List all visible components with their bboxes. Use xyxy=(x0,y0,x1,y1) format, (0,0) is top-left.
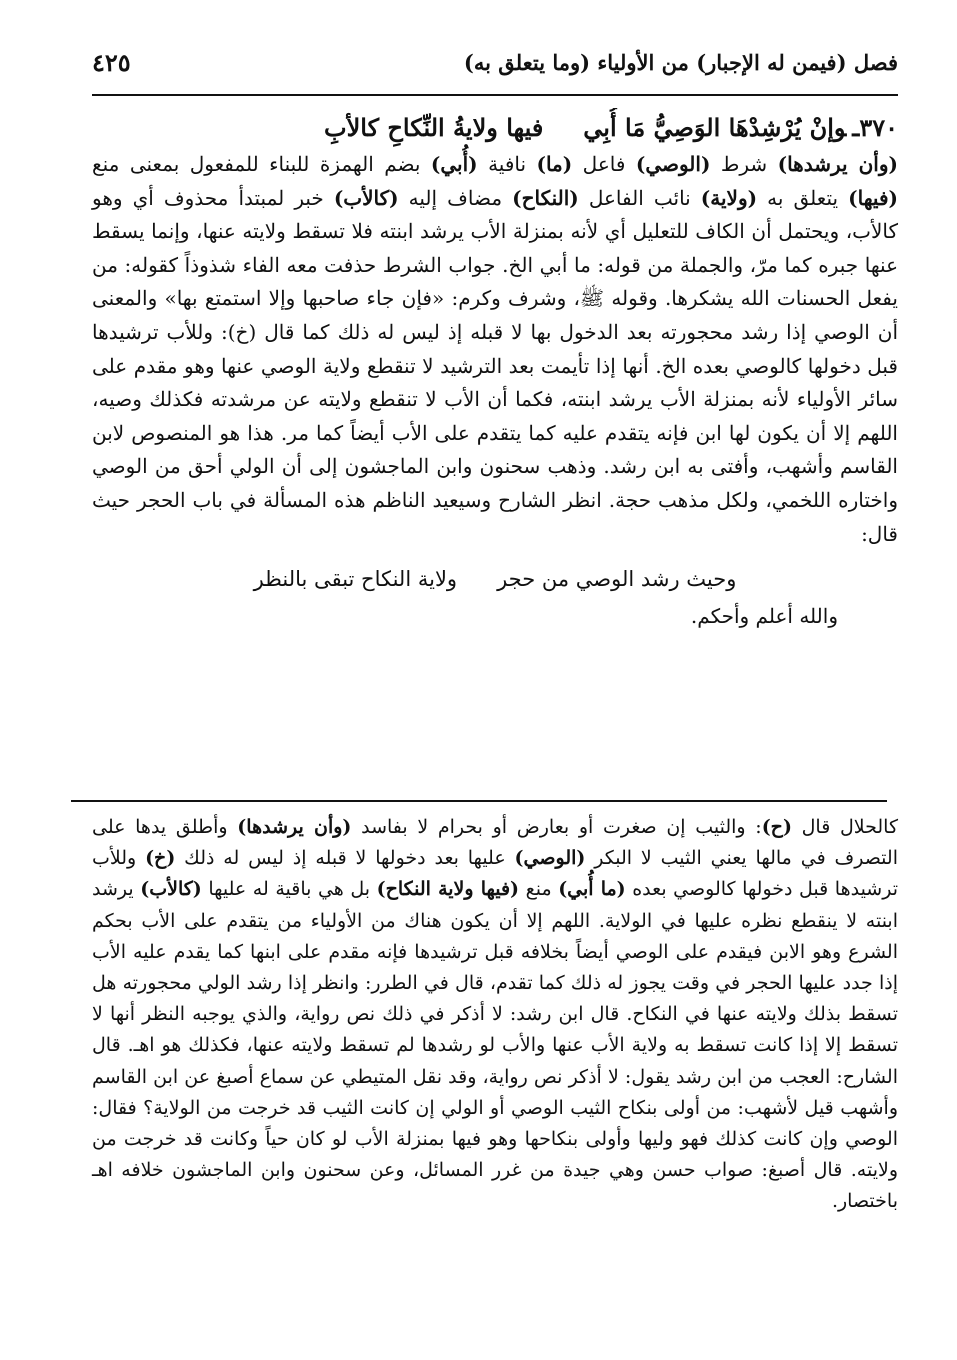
emphasized-term: (النكاح) xyxy=(512,185,579,210)
closing-formula: والله أعلم وأحكم. xyxy=(690,604,838,629)
footnote xyxy=(92,812,898,1218)
footnote-paragraph xyxy=(92,812,898,1218)
emphasized-term: (كالأب) xyxy=(333,185,399,210)
verse-hemistich-second: فيها ولايةُ النِّكاحِ كالأبِ xyxy=(324,113,544,142)
running-head: فصل (فيمن له الإجبار) من الأولياء (وما يتعلق به) xyxy=(463,50,898,75)
verse-number: ٣٧٠ـ xyxy=(852,113,898,142)
emphasized-term: (ولاية) xyxy=(700,185,758,210)
quoted-hemistich-second: ولاية النكاح تبقى بالنظر xyxy=(253,567,458,592)
text-run: منع xyxy=(519,878,559,901)
text-run: يتعلق به xyxy=(757,185,849,210)
page-header xyxy=(92,40,898,86)
emphasized-term: (وأن يرشدها) xyxy=(237,816,352,838)
verse-hemistich-first: وإنْ يُرْشِدْهَا الوَصِيُّ مَا أُبِي xyxy=(583,113,847,142)
emphasized-term: (ح) xyxy=(761,816,792,838)
emphasized-term: (خ) xyxy=(145,847,176,870)
text-run: بل هي باقية له عليها xyxy=(201,878,377,901)
text-run: فاعل xyxy=(572,152,636,176)
emphasized-term: (ما) xyxy=(536,152,573,176)
emphasized-term: (وأن يرشدها) xyxy=(777,152,898,176)
footnote-rule xyxy=(71,800,887,802)
header-rule xyxy=(92,94,898,96)
text-run: وللأب ترشيدها قبل دخولها كالوصي بعده xyxy=(92,847,899,901)
emphasized-term: (ما أُبي) xyxy=(558,878,626,901)
emphasized-term: (أُبي) xyxy=(430,152,478,176)
text-run: يرشد ابنته لا ينقطع نظره عليها في الولاية. اللهم إلا أن يكون هناك من الأولياء من يتقدم على الأب بحكم الشرع وهو الابن فيقدم على الوصي أيضاً بخلافه قبل ترشيدها فإنه مقدم على ابنها كما يقدم عليه الأب إذا جدد عليها الحجر في وقت يجوز له ذلك كما تقدم، قال في الطرر: وانظر إذا رشد الولي محجورته هل تسقط بذلك ولايته عنها في النكاح. قال ابن رشد: لا أذكر في ذلك نص رواية، والذي يوجبه النظر أنها لا تسقط إلا إذا كانت تسقط به ولاية الأب عنها والأب لو رشدها لم تسقط ولايته عنها، فكذلك هو اهـ. قال الشارح: العجب من ابن رشد يقول: لا أذكر نص رواية، وقد نقل المتيطي عن سماع أصبغ عن ابن القاسم وأشهب قيل لأشهب: من أولى بنكاح الثيب الوصي أو الولي إن كانت الثيب قد خرجت من الولاية؟ فقال: الوصي وإن كانت كذلك فهو وليها وأولى بنكاحها وهو فيها بمنزلة الأب لو كان حياً وكانت قد خرجت من ولايته. قال أصبغ: صواب حسن وهي جيدة من غرر المسائل، وعن سحنون وابن الماجشون خلافه اهـ باختصار. xyxy=(92,878,898,1213)
commentary xyxy=(92,148,898,551)
quoted-verse xyxy=(92,559,898,599)
text-run: وأطلق يدها على التصرف في مالها يعني الثيب لا البكر xyxy=(92,816,898,870)
main-text xyxy=(92,108,898,633)
text-run: عليها بعد دخولها لا قبله إذ ليس له ذلك xyxy=(175,847,515,870)
page-number: ٤٢٥ xyxy=(92,48,131,77)
text-run: خبر لمبتدأ محذوف أي وهو كالأب، ويحتمل أن الكاف للتعليل أي لأنه بمنزلة الأب يرشد ابنته فلا تسقط ولايته عنها، وإنما يسقط عنها جبره كما مرّ، والجملة من قوله: ما أبي الخ. جواب الشرط حذفت معه الفاء شذوذاً كقوله: من يفعل الحسنات الله يشكرها. وقوله ﷺ، وشرف وكرم: «فإن جاء صاحبها وإلا استمتع بها» والمعنى أن الوصي إذا رشد محجورته بعد الدخول بها لا قبله إذ ليس له ذلك كما قال (خ): وللأب ترشيدها قبل دخولها كالوصي بعده الخ. أنها إذا تأيمت بعد الترشيد لا تنقطع ولاية الوصي عنها وهو مقدم على سائر الأولياء لأنه بمنزلة الأب يرشد ابنته، فكما أن الأب لا تنقطع ولايته عن مرشدته فكذلك وصيه، اللهم إلا أن يكون لها ابن فإنه يتقدم عليه كما يتقدم على الأب أيضاً كما مر. هذا هو المنصوص لابن القاسم وأشهب، وأفتى به ابن رشد. وذهب سحنون وابن الماجشون إلى أن الولي أحق من الوصي واختاره اللخمي، ولكل مذهب حجة. انظر الشارح وسيعيد الناظم هذه المسألة في باب الحجر حيث قال: xyxy=(92,185,899,546)
commentary-paragraph xyxy=(92,148,898,551)
emphasized-term: (فيها ولاية النكاح) xyxy=(376,878,520,901)
emphasized-term: (الوصي) xyxy=(635,152,711,176)
text-run: : والثيب إن صغرت أو بعارض أو بحرام لا بفاسد xyxy=(351,816,762,838)
text-run: نائب الفاعل xyxy=(578,185,701,210)
emphasized-term: (فيها) xyxy=(848,185,898,210)
text-run: نافية xyxy=(477,152,537,176)
emphasized-term: (الوصي) xyxy=(514,847,586,870)
quoted-hemistich-first: وحيث رشد الوصي من حجر xyxy=(497,567,737,592)
text-run: بضم الهمزة للبناء للمفعول بمعنى منع xyxy=(92,152,431,176)
text-run: مضاف إليه xyxy=(398,185,513,210)
emphasized-term: (كالأب) xyxy=(140,878,202,901)
text-run: شرط xyxy=(710,152,778,176)
verse-line xyxy=(92,108,898,148)
text-run: كالحلال قال xyxy=(791,816,899,838)
